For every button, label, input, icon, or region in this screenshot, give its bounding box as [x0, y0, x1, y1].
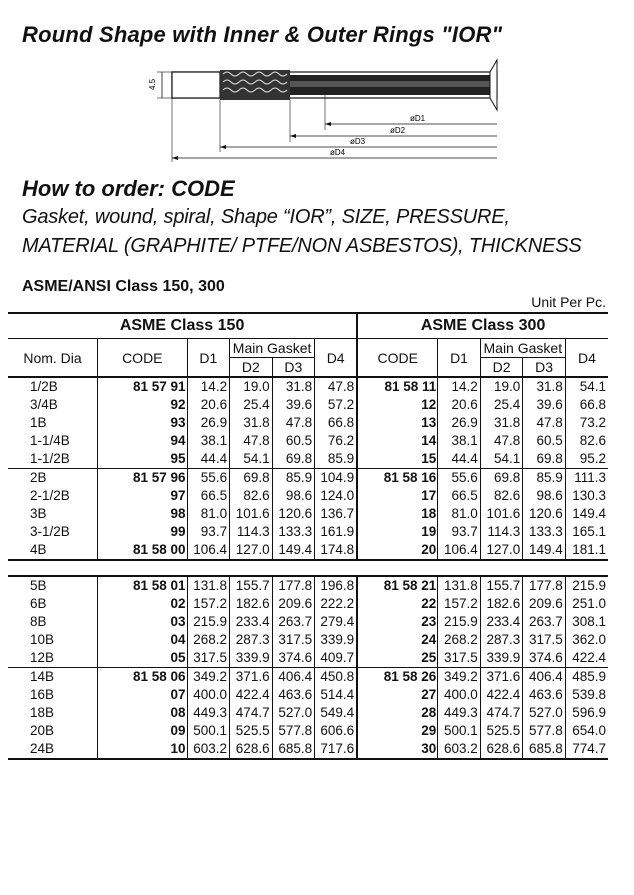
class-300-value-cell: 596.9: [565, 704, 608, 722]
code-300-cell: 23: [357, 613, 438, 631]
code-150-cell: 81 57 91: [98, 377, 188, 396]
nom-dia-cell: 2-1/2B: [30, 488, 70, 503]
nom-dia-cell: 3-1/2B: [30, 524, 70, 539]
class-150-value-cell: 55.6: [187, 469, 230, 488]
table-row: [8, 432, 608, 450]
class-150-value-cell: 98.6: [272, 487, 315, 505]
class-150-value-cell: 39.6: [272, 396, 315, 414]
nom-dia-cell: 16B: [30, 687, 55, 702]
code-300-cell: 19: [357, 523, 438, 541]
class-300-value-cell: 149.4: [565, 505, 608, 523]
col-main-gasket-150: Main Gasket: [230, 339, 315, 358]
class-300-value-cell: 308.1: [565, 613, 608, 631]
class-300-value-cell: 371.6: [480, 668, 523, 687]
class-150-value-cell: 400.0: [187, 686, 230, 704]
class-150-value-cell: 685.8: [272, 740, 315, 759]
class-150-value-cell: 20.6: [187, 396, 230, 414]
class-150-value-cell: 514.4: [315, 686, 358, 704]
class-150-value-cell: 161.9: [315, 523, 358, 541]
class-300-value-cell: 81.0: [438, 505, 481, 523]
col-d3-300: D3: [523, 358, 566, 378]
class-150-value-cell: 177.8: [272, 576, 315, 595]
code-300-cell: 13: [357, 414, 438, 432]
class-150-value-cell: 606.6: [315, 722, 358, 740]
class-150-value-cell: 66.5: [187, 487, 230, 505]
class-150-value-cell: 101.6: [230, 505, 273, 523]
table-row: [8, 686, 608, 704]
nom-dia-cell: 1B: [30, 415, 47, 430]
class-300-value-cell: 263.7: [523, 613, 566, 631]
class-150-value-cell: 374.6: [272, 649, 315, 668]
dim-d1-label: øD1: [410, 114, 426, 123]
class-150-value-cell: 182.6: [230, 595, 273, 613]
class-300-value-cell: 685.8: [523, 740, 566, 759]
code-300-cell: 20: [357, 541, 438, 560]
class-150-value-cell: 76.2: [315, 432, 358, 450]
class-150-value-cell: 577.8: [272, 722, 315, 740]
class-150-value-cell: 14.2: [187, 377, 230, 396]
code-300-cell: 28: [357, 704, 438, 722]
class-300-value-cell: 54.1: [480, 450, 523, 469]
class-150-value-cell: 279.4: [315, 613, 358, 631]
code-300-cell: 27: [357, 686, 438, 704]
class-300-value-cell: 485.9: [565, 668, 608, 687]
class-300-value-cell: 577.8: [523, 722, 566, 740]
class-300-value-cell: 14.2: [438, 377, 481, 396]
class-300-value-cell: 131.8: [438, 576, 481, 595]
class-150-value-cell: 450.8: [315, 668, 358, 687]
class-300-header: ASME Class 300: [357, 313, 608, 339]
class-150-value-cell: 222.2: [315, 595, 358, 613]
class-300-value-cell: 44.4: [438, 450, 481, 469]
class-300-value-cell: 82.6: [565, 432, 608, 450]
class-150-value-cell: 104.9: [315, 469, 358, 488]
class-150-value-cell: 124.0: [315, 487, 358, 505]
class-150-value-cell: 60.5: [272, 432, 315, 450]
table-row: [8, 668, 608, 687]
nom-dia-cell: 4B: [8, 541, 98, 560]
class-300-value-cell: 149.4: [523, 541, 566, 560]
code-300-cell: 30: [357, 740, 438, 759]
class-150-value-cell: 174.8: [315, 541, 358, 560]
class-300-value-cell: 215.9: [438, 613, 481, 631]
code-150-cell: 05: [98, 649, 188, 668]
class-300-value-cell: 66.8: [565, 396, 608, 414]
nom-dia-cell: 1/2B: [30, 379, 58, 394]
gasket-cross-section-drawing: [145, 50, 510, 170]
table-row: [8, 469, 608, 488]
table-row: [8, 541, 608, 560]
class-300-value-cell: 20.6: [438, 396, 481, 414]
code-300-cell: 18: [357, 505, 438, 523]
class-300-value-cell: 95.2: [565, 450, 608, 469]
code-150-cell: 09: [98, 722, 188, 740]
class-150-value-cell: 349.2: [187, 668, 230, 687]
class-300-value-cell: 422.4: [565, 649, 608, 668]
class-300-value-cell: 215.9: [565, 576, 608, 595]
class-150-value-cell: 133.3: [272, 523, 315, 541]
class-150-value-cell: 233.4: [230, 613, 273, 631]
code-150-cell: 08: [98, 704, 188, 722]
table-row: [8, 505, 608, 523]
class-300-value-cell: 69.8: [480, 469, 523, 488]
col-nom-dia: Nom. Dia: [8, 339, 98, 378]
class-300-value-cell: 82.6: [480, 487, 523, 505]
class-150-value-cell: 120.6: [272, 505, 315, 523]
class-150-value-cell: 82.6: [230, 487, 273, 505]
table-row: [8, 595, 608, 613]
code-150-cell: 98: [98, 505, 188, 523]
class-150-value-cell: 81.0: [187, 505, 230, 523]
table-row: [8, 414, 608, 432]
code-300-cell: 24: [357, 631, 438, 649]
code-150-cell: 10: [98, 740, 188, 759]
col-d1-150: D1: [187, 339, 230, 378]
table-row: [8, 487, 608, 505]
dim-d2-label: øD2: [390, 126, 406, 135]
class-150-value-cell: 31.8: [272, 377, 315, 396]
code-300-cell: 81 58 16: [357, 469, 438, 488]
dim-d3-label: øD3: [350, 137, 366, 146]
class-150-value-cell: 57.2: [315, 396, 358, 414]
class-150-value-cell: 136.7: [315, 505, 358, 523]
class-150-value-cell: 157.2: [187, 595, 230, 613]
class-300-value-cell: 182.6: [480, 595, 523, 613]
code-150-cell: 03: [98, 613, 188, 631]
code-150-cell: 04: [98, 631, 188, 649]
table-row: [8, 722, 608, 740]
class-150-value-cell: 106.4: [187, 541, 230, 560]
class-150-value-cell: 339.9: [230, 649, 273, 668]
class-300-value-cell: 111.3: [565, 469, 608, 488]
class-300-value-cell: 120.6: [523, 505, 566, 523]
code-300-cell: 14: [357, 432, 438, 450]
class-150-value-cell: 31.8: [230, 414, 273, 432]
class-300-value-cell: 165.1: [565, 523, 608, 541]
class-300-value-cell: 38.1: [438, 432, 481, 450]
class-300-value-cell: 157.2: [438, 595, 481, 613]
class-300-value-cell: 287.3: [480, 631, 523, 649]
class-150-value-cell: 47.8: [315, 377, 358, 396]
class-150-value-cell: 69.8: [272, 450, 315, 469]
how-to-order-heading: How to order: CODE: [22, 176, 235, 201]
table-row: [8, 704, 608, 722]
class-300-value-cell: 374.6: [523, 649, 566, 668]
code-150-cell: 99: [98, 523, 188, 541]
class-150-value-cell: 603.2: [187, 740, 230, 759]
class-300-value-cell: 31.8: [523, 377, 566, 396]
section-gap: [8, 560, 608, 576]
class-300-value-cell: 268.2: [438, 631, 481, 649]
class-150-value-cell: 19.0: [230, 377, 273, 396]
class-300-value-cell: 654.0: [565, 722, 608, 740]
class-150-value-cell: 131.8: [187, 576, 230, 595]
code-300-cell: 17: [357, 487, 438, 505]
class-300-value-cell: 233.4: [480, 613, 523, 631]
class-300-value-cell: 55.6: [438, 469, 481, 488]
nom-dia-cell: 8B: [30, 614, 47, 629]
class-150-value-cell: 215.9: [187, 613, 230, 631]
class-150-value-cell: 114.3: [230, 523, 273, 541]
class-300-value-cell: 85.9: [523, 469, 566, 488]
class-150-value-cell: 85.9: [272, 469, 315, 488]
code-300-cell: 25: [357, 649, 438, 668]
col-main-gasket-300: Main Gasket: [480, 339, 565, 358]
code-300-cell: 81 58 26: [357, 668, 438, 687]
class-300-value-cell: 527.0: [523, 704, 566, 722]
code-150-cell: 81 58 06: [98, 668, 188, 687]
class-300-value-cell: 177.8: [523, 576, 566, 595]
class-150-value-cell: 268.2: [187, 631, 230, 649]
class-300-value-cell: 127.0: [480, 541, 523, 560]
class-300-value-cell: 317.5: [438, 649, 481, 668]
col-d2-150: D2: [230, 358, 273, 378]
col-d2-300: D2: [480, 358, 523, 378]
table-row: [8, 576, 608, 595]
class-150-value-cell: 26.9: [187, 414, 230, 432]
nom-dia-cell: 14B: [30, 669, 55, 684]
table-row: [8, 523, 608, 541]
nom-dia-cell: 3/4B: [30, 397, 58, 412]
class-300-value-cell: 106.4: [438, 541, 481, 560]
standard-heading: ASME/ANSI Class 150, 300: [22, 278, 225, 295]
nom-dia-cell: 2B: [30, 470, 47, 485]
class-150-value-cell: 422.4: [230, 686, 273, 704]
class-150-value-cell: 525.5: [230, 722, 273, 740]
class-300-value-cell: 181.1: [565, 541, 608, 560]
nom-dia-cell: 1-1/4B: [30, 433, 70, 448]
code-150-cell: 81 57 96: [98, 469, 188, 488]
class-300-value-cell: 26.9: [438, 414, 481, 432]
class-300-value-cell: 31.8: [480, 414, 523, 432]
class-300-value-cell: 463.6: [523, 686, 566, 704]
table-row: [8, 613, 608, 631]
table-row: [8, 377, 608, 396]
class-300-value-cell: 114.3: [480, 523, 523, 541]
page-title: Round Shape with Inner & Outer Rings "IOR": [22, 22, 503, 47]
class-150-value-cell: 155.7: [230, 576, 273, 595]
code-150-cell: 07: [98, 686, 188, 704]
col-d4-150: D4: [315, 339, 358, 378]
class-150-value-cell: 25.4: [230, 396, 273, 414]
thickness-label: 4.5: [148, 78, 157, 90]
class-300-value-cell: 19.0: [480, 377, 523, 396]
class-150-value-cell: 317.5: [187, 649, 230, 668]
class-300-value-cell: 155.7: [480, 576, 523, 595]
nom-dia-cell: 6B: [30, 596, 47, 611]
class-300-value-cell: 47.8: [523, 414, 566, 432]
class-300-value-cell: 60.5: [523, 432, 566, 450]
class-300-value-cell: 449.3: [438, 704, 481, 722]
class-150-value-cell: 149.4: [272, 541, 315, 560]
class-300-value-cell: 400.0: [438, 686, 481, 704]
class-300-value-cell: 209.6: [523, 595, 566, 613]
class-300-value-cell: 101.6: [480, 505, 523, 523]
class-300-value-cell: 774.7: [565, 740, 608, 759]
col-code-150: CODE: [98, 339, 188, 378]
table-row: [8, 396, 608, 414]
class-150-value-cell: 409.7: [315, 649, 358, 668]
dim-d4-label: øD4: [330, 148, 346, 157]
class-150-value-cell: 628.6: [230, 740, 273, 759]
class-150-header: ASME Class 150: [8, 313, 357, 339]
class-150-value-cell: 287.3: [230, 631, 273, 649]
gasket-size-table: [8, 312, 608, 760]
class-150-value-cell: 93.7: [187, 523, 230, 541]
code-300-cell: 15: [357, 450, 438, 469]
class-300-value-cell: 422.4: [480, 686, 523, 704]
class-150-value-cell: 371.6: [230, 668, 273, 687]
class-150-value-cell: 406.4: [272, 668, 315, 687]
code-150-cell: 93: [98, 414, 188, 432]
table-row: [8, 631, 608, 649]
class-300-value-cell: 525.5: [480, 722, 523, 740]
nom-dia-cell: 5B: [8, 576, 98, 595]
col-code-300: CODE: [357, 339, 438, 378]
nom-dia-cell: 18B: [30, 705, 55, 720]
order-description-line-2: MATERIAL (GRAPHITE/ PTFE/NON ASBESTOS), THICKNESS: [22, 235, 582, 257]
nom-dia-cell: 1-1/2B: [8, 450, 98, 469]
class-300-value-cell: 69.8: [523, 450, 566, 469]
class-150-value-cell: 717.6: [315, 740, 358, 759]
class-150-value-cell: 38.1: [187, 432, 230, 450]
col-d4-300: D4: [565, 339, 608, 378]
class-150-value-cell: 474.7: [230, 704, 273, 722]
class-300-value-cell: 406.4: [523, 668, 566, 687]
class-150-value-cell: 209.6: [272, 595, 315, 613]
code-150-cell: 92: [98, 396, 188, 414]
class-300-value-cell: 500.1: [438, 722, 481, 740]
code-150-cell: 95: [98, 450, 188, 469]
class-150-value-cell: 549.4: [315, 704, 358, 722]
nom-dia-cell: 12B: [8, 649, 98, 668]
class-150-value-cell: 196.8: [315, 576, 358, 595]
code-150-cell: 94: [98, 432, 188, 450]
class-300-value-cell: 339.9: [480, 649, 523, 668]
class-150-value-cell: 127.0: [230, 541, 273, 560]
class-300-value-cell: 73.2: [565, 414, 608, 432]
class-300-value-cell: 362.0: [565, 631, 608, 649]
unit-label: Unit Per Pc.: [531, 294, 606, 310]
order-description-line-1: Gasket, wound, spiral, Shape “IOR”, SIZE, PRESSURE,: [22, 206, 510, 228]
code-300-cell: 12: [357, 396, 438, 414]
class-150-value-cell: 44.4: [187, 450, 230, 469]
code-150-cell: 97: [98, 487, 188, 505]
class-150-value-cell: 47.8: [230, 432, 273, 450]
class-300-value-cell: 317.5: [523, 631, 566, 649]
class-150-value-cell: 500.1: [187, 722, 230, 740]
class-150-value-cell: 47.8: [272, 414, 315, 432]
class-150-value-cell: 54.1: [230, 450, 273, 469]
class-150-value-cell: 69.8: [230, 469, 273, 488]
table-row: [8, 740, 608, 759]
class-300-value-cell: 349.2: [438, 668, 481, 687]
code-150-cell: 81 58 01: [98, 576, 188, 595]
class-300-value-cell: 47.8: [480, 432, 523, 450]
code-300-cell: 22: [357, 595, 438, 613]
class-300-value-cell: 39.6: [523, 396, 566, 414]
class-300-value-cell: 66.5: [438, 487, 481, 505]
class-150-value-cell: 527.0: [272, 704, 315, 722]
code-300-cell: 81 58 11: [357, 377, 438, 396]
class-150-value-cell: 317.5: [272, 631, 315, 649]
class-300-value-cell: 54.1: [565, 377, 608, 396]
table-row: [8, 450, 608, 469]
nom-dia-cell: 20B: [30, 723, 55, 738]
code-150-cell: 81 58 00: [98, 541, 188, 560]
nom-dia-cell: 24B: [8, 740, 98, 759]
class-150-value-cell: 66.8: [315, 414, 358, 432]
nom-dia-cell: 10B: [30, 632, 55, 647]
code-300-cell: 29: [357, 722, 438, 740]
table-row: [8, 649, 608, 668]
nom-dia-cell: 3B: [30, 506, 47, 521]
class-300-value-cell: 628.6: [480, 740, 523, 759]
class-300-value-cell: 93.7: [438, 523, 481, 541]
code-300-cell: 81 58 21: [357, 576, 438, 595]
code-150-cell: 02: [98, 595, 188, 613]
class-300-value-cell: 474.7: [480, 704, 523, 722]
class-300-value-cell: 133.3: [523, 523, 566, 541]
class-300-value-cell: 25.4: [480, 396, 523, 414]
class-300-value-cell: 539.8: [565, 686, 608, 704]
class-150-value-cell: 263.7: [272, 613, 315, 631]
class-300-value-cell: 603.2: [438, 740, 481, 759]
class-300-value-cell: 251.0: [565, 595, 608, 613]
col-d3-150: D3: [272, 358, 315, 378]
class-150-value-cell: 339.9: [315, 631, 358, 649]
class-150-value-cell: 85.9: [315, 450, 358, 469]
class-150-value-cell: 449.3: [187, 704, 230, 722]
class-300-value-cell: 98.6: [523, 487, 566, 505]
class-150-value-cell: 463.6: [272, 686, 315, 704]
class-300-value-cell: 130.3: [565, 487, 608, 505]
col-d1-300: D1: [438, 339, 481, 378]
